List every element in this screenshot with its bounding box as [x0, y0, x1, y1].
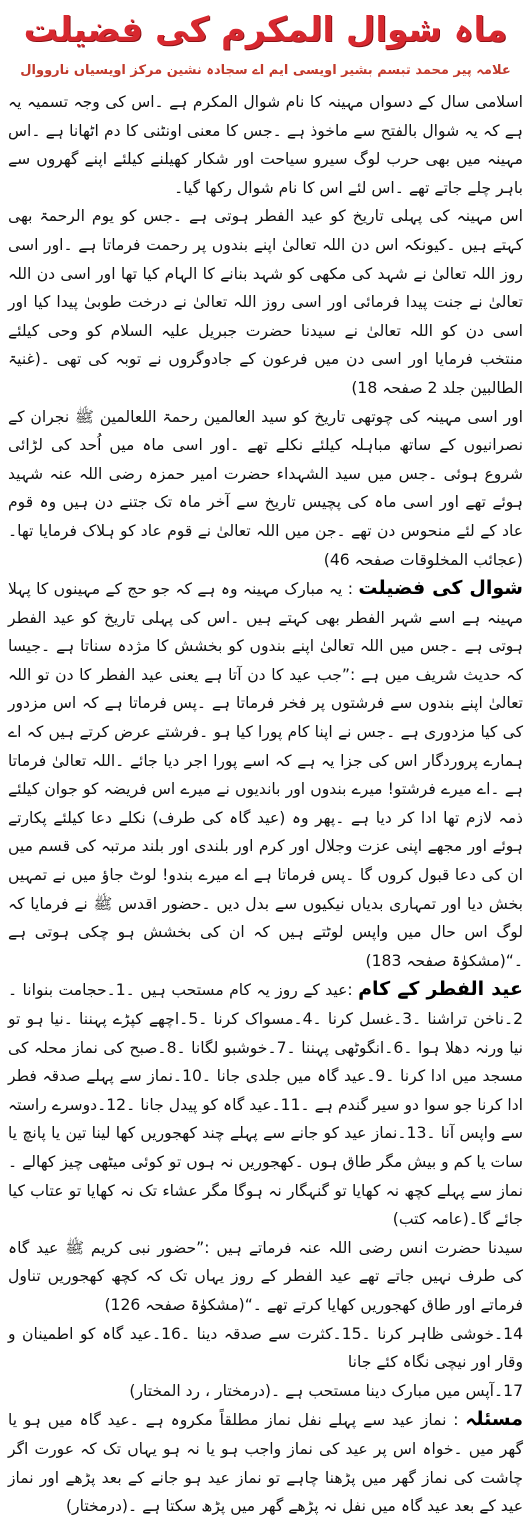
intro-paragraph-3: اور اسی مہینہ کی چوتھی تاریخ کو سید العالمین رحمۃ اللعالمین ﷺ نجران کے نصرانیوں کے ساتھ مباہلہ کیلئے نکلے تھے ۔اور اسی ماہ میں اُحد کی لڑائی شروع ہوئی ۔جس میں سید الشہداء حضرت امیر حمزہ رضی اللہ عنہ شہید ہوئے تھے اور اسی ماہ کی پچیس تاریخ سے آخر ماہ تک جتنے دن ہیں وہ قوم عاد کے لئے منحوس دن تھے ۔جن میں اللہ تعالیٰ نے قوم عاد کو ہلاک فرمایا تھا۔(عجائب المخلوقات صفحہ 46) — [8, 407, 523, 569]
hadith-anas-paragraph: سیدنا حضرت انس رضی اللہ عنہ فرماتے ہیں :”حضور نبی کریم ﷺ عید گاہ کی طرف نہیں جاتے تھے عید الفطر کے روز یہاں تک کہ کچھ کھجوریں تناول فرماتے اور طاق کھجوریں کھایا کرتے تھے ۔“(مشکوٰۃ صفحہ 126) — [8, 1238, 523, 1314]
eid-items-14-16: 14۔خوشی ظاہر کرنا ۔15۔کثرت سے صدقہ دینا ۔16۔عید گاہ کو اطمینان و وقار اور نیچی نگاہ کئے جانا — [8, 1324, 523, 1372]
masla-body: : نماز عید سے پہلے نفل نماز مطلقاً مکروہ ہے ۔عید گاہ میں ہو یا گھر میں ۔خواہ اس پر عید کی نماز واجب ہو یا نہ ہو یہاں تک کہ عورت اگر چاشت کی نماز گھر میں پڑھنا چاہے تو نماز عید ہو جانے کے بعد پڑھے اور نماز عید کے بعد عید گاہ میں نفل نہ پڑھے گھر میں پڑھ سکتا ہے ۔(درمختار) — [8, 1411, 523, 1516]
fazilat-heading: شوال کی فضیلت — [358, 577, 523, 600]
masla-heading: مسئلہ — [465, 1408, 523, 1431]
eid-item-17: 17۔آپس میں مبارک دینا مستحب ہے ۔(درمختار ، رد المختار) — [129, 1381, 523, 1400]
masla-section — [8, 1405, 523, 1520]
article-title: ماہ شوال المکرم کی فضیلت — [23, 10, 508, 50]
eid-heading: عید الفطر کے کام — [358, 978, 523, 1001]
fazilat-body: : یہ مبارک مہینہ وہ ہے کہ جو حج کے مہینوں کا پہلا مہینہ ہے اسے شہر الفطر بھی کہتے ہیں ۔اس کی پہلی تاریخ کو عید الفطر ہوتی ہے ۔جس میں اللہ تعالیٰ اپنے بندوں کو بخشش کا مژدہ سناتا ہے ۔جیسا کہ حدیث شریف میں ہے :”جب عید کا دن آتا ہے یعنی عید الفطر کا دن تو اللہ تعالیٰ اپنے بندوں سے فرشتوں پر فخر فرماتا ہے ۔پس فرماتا ہے کہ اس مزدور کی کیا مزدوری ہے ۔جس نے اپنا کام پورا کیا ہو ۔فرشتے عرض کرتے ہیں کہ اے ہمارے پروردگار اس کی جزا یہ ہے کہ اسے پورا اجر دیا جائے ۔اللہ تعالیٰ فرماتا ہے ۔اے میرے فرشتو! میرے بندوں اور باندیوں نے میرے اس فریضہ کو جوان کیلئے ذمہ لازم تھا ادا کر دیا ہے ۔پھر وہ (عید گاہ کی طرف) نکلے دعا کیلئے پکارتے ہوئے اور مجھے اپنی عزت وجلال اور کرم اور بلندی اور بلند مرتبہ کی قسم میں ان کی دعا قبول کروں گا ۔پس فرماتا ہے اے میرے بندو! لوٹ جاؤ میں نے تمہیں بخش دیا اور تمہاری بدیاں نیکیوں سے بدل دیں ۔حضور اقدس ﷺ نے فرمایا کہ لوگ اس حال میں واپس لوٹتے ہیں کہ ان کی بخشش ہو چکی ہوتی ہے ۔“(مشکوٰۃ صفحہ 183) — [8, 580, 523, 970]
intro-paragraph-2: اس مہینہ کی پہلی تاریخ کو عید الفطر ہوتی ہے ۔جس کو یوم الرحمۃ بھی کہتے ہیں ۔کیونکہ اس دن اللہ تعالیٰ اپنے بندوں پر رحمت فرماتا ہے ۔اور اسی روز اللہ تعالیٰ نے شہد کی مکھی کو شہد بنانے کا الہام کیا تھا اور اسی دن اللہ تعالیٰ نے جنت پیدا فرمائی اور اسی روز اللہ تعالیٰ نے درخت طوبیٰ پیدا کیا اور اسی دن کو اللہ تعالیٰ نے سیدنا حضرت جبریل علیہ السلام کو وحی کیلئے منتخب فرمایا اور اسی دن میں فرعون کے جادوگروں نے توبہ کی تھی ۔(غنیۃ الطالبین جلد 2 صفحہ 18) — [8, 207, 523, 397]
intro-paragraph-1: اسلامی سال کے دسواں مہینہ کا نام شوال المکرم ہے ۔اس کی وجہ تسمیہ یہ ہے کہ یہ شوال بالفتح سے ماخوذ ہے ۔جس کا معنی اونٹنی کا دم اٹھانا ہے ۔اس مہینہ میں بھی حرب لوگ سیرو سیاحت اور شکار کھیلنے کیلئے اپنے گھروں سے باہر چلے جاتے تھے ۔اس لئے اس کا نام شوال رکھا گیا۔ — [8, 93, 523, 197]
eid-section — [8, 975, 523, 1233]
fazilat-section — [8, 574, 523, 975]
eid-body: :عید کے روز یہ کام مستحب ہیں ۔1۔حجامت بنوانا ۔2۔ناخن تراشنا ۔3۔غسل کرنا ۔4۔مسواک کرنا ۔5۔اچھے کپڑے پہننا ۔نیا ہو تو نیا ورنہ دھلا ہوا ۔6۔انگوٹھی پہننا ۔7۔خوشبو لگانا ۔8۔صبح کی نماز محلہ کی مسجد میں ادا کرنا ۔9۔عید گاہ میں جلدی جانا ۔10۔نماز سے پہلے صدقہ فطر ادا کرنا جو سوا دو سیر گندم ہے ۔11۔عید گاہ کو پیدل جانا ۔12۔دوسرے راستہ سے واپس آنا ۔13۔نماز عید کو جانے سے پہلے چند کھجوریں کھا لینا تین یا پانچ یا سات یا کم و بیش مگر طاق ہوں ۔کھجوریں نہ ہوں تو کوئی میٹھی چیز کھالے ۔نماز سے پہلے کچھ نہ کھایا تو گنہگار نہ ہوگا مگر عشاء تک نہ کھایا تو عتاب کیا جائے گا۔(عامہ کتب) — [8, 981, 524, 1229]
author-byline: علامہ پیر محمد تبسم بشیر اویسی ایم اے سجادہ نشین مرکز اویسیاں نارووال — [20, 63, 511, 78]
